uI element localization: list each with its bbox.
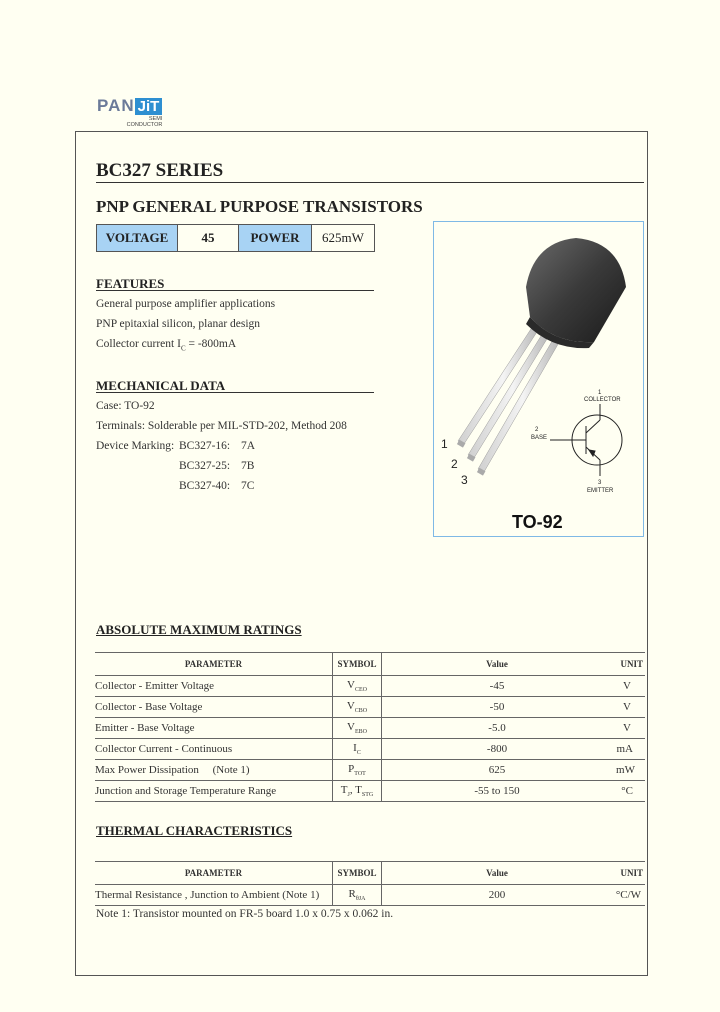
value-cell: 200 xyxy=(382,885,613,906)
table-row xyxy=(95,781,645,802)
param-cell: Junction and Storage Temperature Range xyxy=(95,781,333,802)
table-row xyxy=(95,885,645,906)
param-cell: Emitter - Base Voltage xyxy=(95,718,333,739)
value-cell: -800 xyxy=(382,739,613,760)
voltage-value: 45 xyxy=(178,225,239,252)
symbol-cell xyxy=(333,781,382,802)
collector-number: 1 xyxy=(598,390,602,396)
param-cell: Collector Current - Continuous xyxy=(95,739,333,760)
logo-sub-conductor: CONDUCTOR xyxy=(126,122,163,128)
pin-number: 3 xyxy=(461,473,468,487)
symbol-main-2: , T xyxy=(349,783,362,796)
features-rule xyxy=(96,290,374,291)
abs-max-heading: ABSOLUTE MAXIMUM RATINGS xyxy=(96,622,302,637)
symbol-cell xyxy=(333,676,382,697)
company-logo xyxy=(97,96,162,128)
spec-summary-table xyxy=(96,224,375,252)
col-header-parameter: PARAMETER xyxy=(95,653,333,676)
col-header-symbol: SYMBOL xyxy=(333,653,382,676)
abs-max-table xyxy=(95,652,645,802)
symbol-sub: EBO xyxy=(354,729,367,736)
thermal-heading: THERMAL CHARACTERISTICS xyxy=(96,823,293,838)
package-illustration xyxy=(433,221,644,537)
value-cell: -5.0 xyxy=(382,718,613,739)
symbol-main: T xyxy=(340,783,348,796)
symbol-sub-2: STG xyxy=(361,792,374,799)
symbol-cell xyxy=(333,885,382,906)
symbol-sub: θJA xyxy=(355,896,366,903)
marking-code: 7A xyxy=(241,440,256,452)
symbol-sub: TOT xyxy=(354,771,366,778)
symbol-main: V xyxy=(347,720,355,733)
table-row xyxy=(95,739,645,760)
feature-item: General purpose amplifier applications xyxy=(96,298,276,310)
unit-cell: mW xyxy=(612,760,645,781)
table-header-row xyxy=(95,653,645,676)
param-cell: Collector - Base Voltage xyxy=(95,697,333,718)
terminals-text: Terminals: Solderable per MIL-STD-202, Method 208 xyxy=(96,420,347,432)
case-text: Case: TO-92 xyxy=(96,400,155,412)
symbol-main: V xyxy=(347,678,355,691)
table-row xyxy=(95,676,645,697)
feature-item: PNP epitaxial silicon, planar design xyxy=(96,318,261,330)
param-cell: Collector - Emitter Voltage xyxy=(95,676,333,697)
value-cell: -55 to 150 xyxy=(382,781,613,802)
symbol-cell xyxy=(333,697,382,718)
logo-subtext xyxy=(97,116,162,128)
symbol-main: V xyxy=(346,699,355,712)
param-cell: Max Power Dissipation (Note 1) xyxy=(95,760,333,781)
marking-code: 7B xyxy=(241,460,255,472)
page-subtitle: PNP GENERAL PURPOSE TRANSISTORS xyxy=(96,197,423,216)
power-label: POWER xyxy=(239,225,312,252)
col-header-value: Value xyxy=(382,653,613,676)
col-header-symbol: SYMBOL xyxy=(333,862,382,885)
symbol-sub: C xyxy=(356,750,361,757)
marking-part: BC327-25: xyxy=(179,460,231,472)
feature-current-sub: C xyxy=(180,344,186,353)
symbol-sub: CEO xyxy=(354,687,367,694)
package-drawing xyxy=(434,222,643,536)
table-header-row xyxy=(95,862,645,885)
page-title: BC327 SERIES xyxy=(96,160,224,181)
table-row xyxy=(95,760,645,781)
value-cell: -50 xyxy=(382,697,613,718)
marking-label: Device Marking: xyxy=(96,440,175,452)
marking-part: BC327-40: xyxy=(179,480,231,492)
symbol-cell xyxy=(333,718,382,739)
value-cell: 625 xyxy=(382,760,613,781)
base-label: BASE xyxy=(531,435,548,441)
base-number: 2 xyxy=(535,427,539,433)
col-header-unit: UNIT xyxy=(612,653,645,676)
col-header-parameter: PARAMETER xyxy=(95,862,333,885)
table-row xyxy=(95,697,645,718)
pnp-schematic-symbol xyxy=(550,404,622,476)
col-header-value: Value xyxy=(382,862,613,885)
mechanical-heading: MECHANICAL DATA xyxy=(96,378,226,393)
symbol-main: P xyxy=(348,762,355,775)
col-header-unit: UNIT xyxy=(612,862,645,885)
feature-item xyxy=(96,338,236,352)
unit-cell: V xyxy=(612,676,645,697)
symbol-sub: CBO xyxy=(354,708,368,715)
feature-current-value: = -800mA xyxy=(185,338,237,350)
logo-jit-text: JiT xyxy=(135,98,163,115)
table-row xyxy=(95,718,645,739)
package-body xyxy=(526,238,626,348)
collector-label: COLLECTOR xyxy=(584,397,621,403)
symbol-cell xyxy=(333,739,382,760)
thermal-table xyxy=(95,861,645,906)
symbol-main: I xyxy=(353,741,357,754)
unit-cell: V xyxy=(612,697,645,718)
logo-sub-semi: SEMI xyxy=(148,116,163,122)
unit-cell: mA xyxy=(612,739,645,760)
unit-cell: V xyxy=(612,718,645,739)
param-cell: Thermal Resistance , Junction to Ambient (Note 1) xyxy=(95,885,333,906)
power-value: 625mW xyxy=(312,225,375,252)
pin-number: 1 xyxy=(441,437,448,451)
features-heading: FEATURES xyxy=(96,276,165,291)
package-name: TO-92 xyxy=(512,512,563,532)
value-cell: -45 xyxy=(382,676,613,697)
symbol-cell xyxy=(333,760,382,781)
marking-part: BC327-16: xyxy=(179,440,231,452)
emitter-number: 3 xyxy=(598,480,602,486)
marking-code: 7C xyxy=(241,480,255,492)
thermal-note: Note 1: Transistor mounted on FR-5 board 1.0 x 0.75 x 0.062 in. xyxy=(96,908,394,920)
feature-current-text: Collector current I xyxy=(96,338,181,350)
emitter-label: EMITTER xyxy=(587,488,614,494)
mechanical-rule xyxy=(96,392,374,393)
symbol-main: R xyxy=(348,887,356,900)
voltage-label: VOLTAGE xyxy=(97,225,178,252)
unit-cell: °C/W xyxy=(612,885,645,906)
symbol-sub: J xyxy=(347,792,350,799)
logo-pan-text: PAN xyxy=(97,96,135,115)
title-rule xyxy=(96,182,644,183)
unit-cell: °C xyxy=(612,781,645,802)
pin-number: 2 xyxy=(451,457,458,471)
